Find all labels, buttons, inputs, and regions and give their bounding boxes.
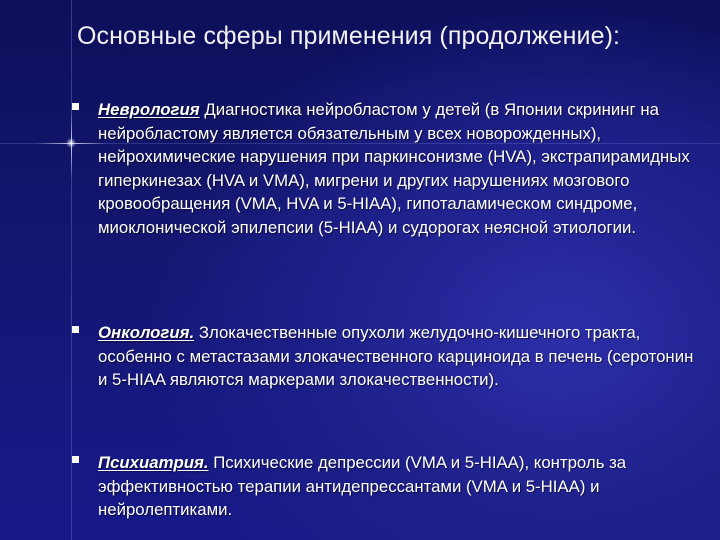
- slide-title: Основные сферы применения (продолжение):: [77, 22, 621, 50]
- square-bullet-icon: [72, 326, 79, 333]
- list-item-psychiatry: [72, 451, 704, 522]
- list-item-text: [98, 321, 704, 392]
- square-bullet-icon: [72, 456, 79, 463]
- list-item-neurology: [72, 98, 704, 240]
- square-bullet-icon: [72, 103, 79, 110]
- list-item-text: [98, 451, 704, 522]
- list-item-term: Онкология.: [98, 323, 195, 342]
- list-item-description: Злокачественные опухоли желудочно-кишечного тракта, особенно с метастазами злокачественного карциноида в печень (серотонин и 5-HIAA являются маркерами злокачественности).: [98, 323, 694, 390]
- list-item-term: Неврология: [98, 100, 200, 119]
- list-item-oncology: [72, 321, 704, 392]
- list-item-term: Психиатрия.: [98, 453, 209, 472]
- list-item-description: Диагностика нейробластом у детей (в Японии скрининг на нейробластому является обязательным у всех новорожденных), нейрохимические нарушения при паркинсонизме (HVA), экстрапирамидных гиперкинезах (HVA и VMA), мигрени и других нарушениях мозгового кровообращения (VMA, HVA и 5-HIAA), гипоталамическом синдроме, миоклонической эпилепсии (5-HIAA) и судорогах неясной этиологии.: [98, 100, 690, 237]
- list-item-text: [98, 98, 704, 240]
- list-item-description: Психические депрессии (VMA и 5-HIAA), контроль за эффективностью терапии антидепрессантами (VMA и 5-HIAA) и нейролептиками.: [98, 453, 627, 520]
